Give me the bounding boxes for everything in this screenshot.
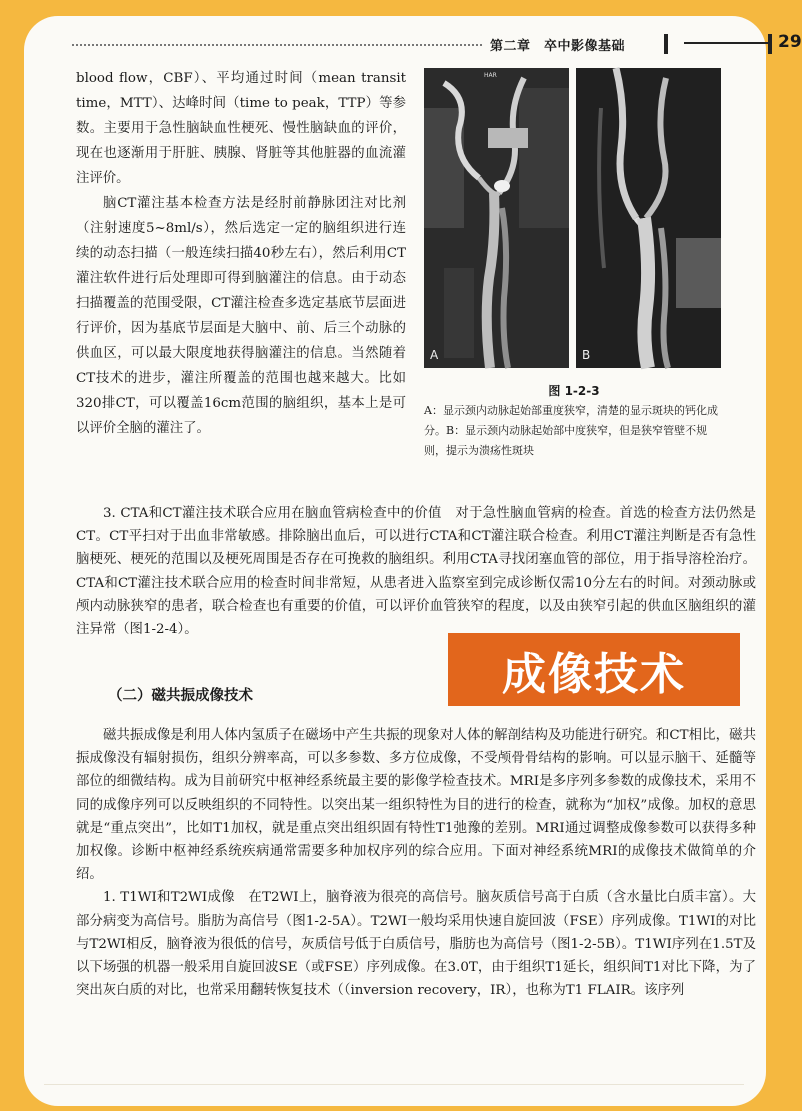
vessel-illustration [424, 68, 569, 368]
header-rule-mark [664, 34, 668, 54]
image-label-b: B [582, 348, 591, 362]
section-heading: （二）磁共振成像技术 [108, 688, 253, 704]
book-page [24, 16, 802, 1106]
overlay-banner: 成像技术 [448, 633, 740, 706]
page-bottom-edge [44, 1084, 744, 1085]
image-header-text: HAR [484, 72, 497, 79]
full-width-text-block [76, 502, 756, 641]
paragraph: 3. CTA和CT灌注技术联合应用在脑血管病检查中的价值 对于急性脑血管病的检查。首选的检查方法仍然是CT。CT平扫对于出血非常敏感。排除脑出血后，可以进行CTA和CT灌注联合检查。利用CT灌注判断是否有急性脑梗死、梗死的范围以及梗死周围是否存在可挽救的脑组织。利用CTA寻找闭塞血管的部位，用于指导溶栓治疗。CTA和CT灌注技术联合应用的检查时间非常短，从患者进入监察室到完成诊断仅需10分左右的时间。对颈动脉或颅内动脉狭窄的患者，联合检查也有重要的价值，可以评价血管狭窄的程度，以及由狭窄引起的供血区脑组织的灌注异常（图1-2-4）。 [76, 506, 756, 638]
paragraph: 脑CT灌注基本检查方法是经肘前静脉团注对比剂（注射速度5~8ml/s），然后选定一定的脑组织进行连续的动态扫描（一般连续扫描40秒左右），然后利用CT灌注软件进行后处理即可得到脑灌注的信息。由于动态扫描覆盖的范围受限，CT灌注检查多选定基底节层面进行评价，因为基底节层面是大脑中、前、后三个动脉的供血区，可以最大限度地获得脑灌注的信息。当然随着CT技术的进步，灌注所覆盖的范围也越来越大。比如320排CT，可以覆盖16cm范围的脑组织，基本上是可以评价全脑的灌注了。 [76, 196, 406, 436]
paragraph: 磁共振成像是利用人体内氢质子在磁场中产生共振的现象对人体的解剖结构及功能进行研究。和CT相比，磁共振成像没有辐射损伤，组织分辨率高，可以多参数、多方位成像，不受颅骨骨结构的影响。可以显示脑干、延髓等部位的细微结构。成为目前研究中枢神经系统最主要的影像学检查技术。MRI是多序列多参数的成像技术，采用不同的成像序列可以反映组织的不同特性。以突出某一组织特性为目的进行的检查，就称为“加权”成像。加权的意思就是“重点突出”，比如T1加权，就是重点突出组织固有特性T1弛豫的差别。MRI通过调整成像参数可以获得多种加权像。诊断中枢神经系统疾病通常需要多种加权序列的综合应用。下面对神经系统MRI的成像技术做简单的介绍。 [76, 728, 756, 883]
running-header [72, 32, 802, 58]
header-rule-mark [768, 34, 772, 54]
vessel-illustration [576, 68, 721, 368]
full-width-text-block [76, 724, 756, 1002]
header-rule-line [684, 42, 770, 44]
figure-caption: A：显示颈内动脉起始部重度狭窄，清楚的显示斑块的钙化成分。B：显示颈内动脉起始部中度狭窄，但是狭窄管壁不规则，提示为溃疡性斑块 [424, 404, 718, 457]
header-dotted-rule [72, 44, 482, 46]
figure-title: 图 1-2-3 [548, 384, 600, 398]
paragraph: blood flow，CBF）、平均通过时间（mean transit time，MTT）、达峰时间（time to peak，TTP）等参数。主要用于急性脑缺血性梗死、慢性脑缺血的评价，现在也逐渐用于肝脏、胰腺、肾脏等其他脏器的血流灌注评价。 [76, 71, 406, 186]
cta-image-b [576, 68, 721, 368]
cta-image-a [424, 68, 569, 368]
chapter-title: 第二章 卒中影像基础 [490, 39, 626, 54]
paragraph: 1. T1WI和T2WI成像 在T2WI上，脑脊液为很亮的高信号。脑灰质信号高于白质（含水量比白质丰富）。大部分病变为高信号。脂肪为高信号（图1-2-5A）。T2WI一般均采用快速自旋回波（FSE）序列成像。T1WI的对比与T2WI相反，脑脊液为很低的信号，灰质信号低于白质信号，脂肪也为高信号（图1-2-5B）。T1WI序列在1.5T及以下场强的机器一般采用自旋回波SE（或FSE）序列成像。在3.0T，由于组织T1延长，组织间T1对比下降，为了突出灰白质的对比，也常采用翻转恢复技术（（inversion recovery，IR），也称为T1 FLAIR。该序列 [76, 890, 756, 999]
image-label-a: A [430, 348, 439, 362]
page-number: 29 [778, 32, 802, 52]
left-text-column [76, 66, 406, 441]
figure-1-2-3 [424, 68, 724, 368]
